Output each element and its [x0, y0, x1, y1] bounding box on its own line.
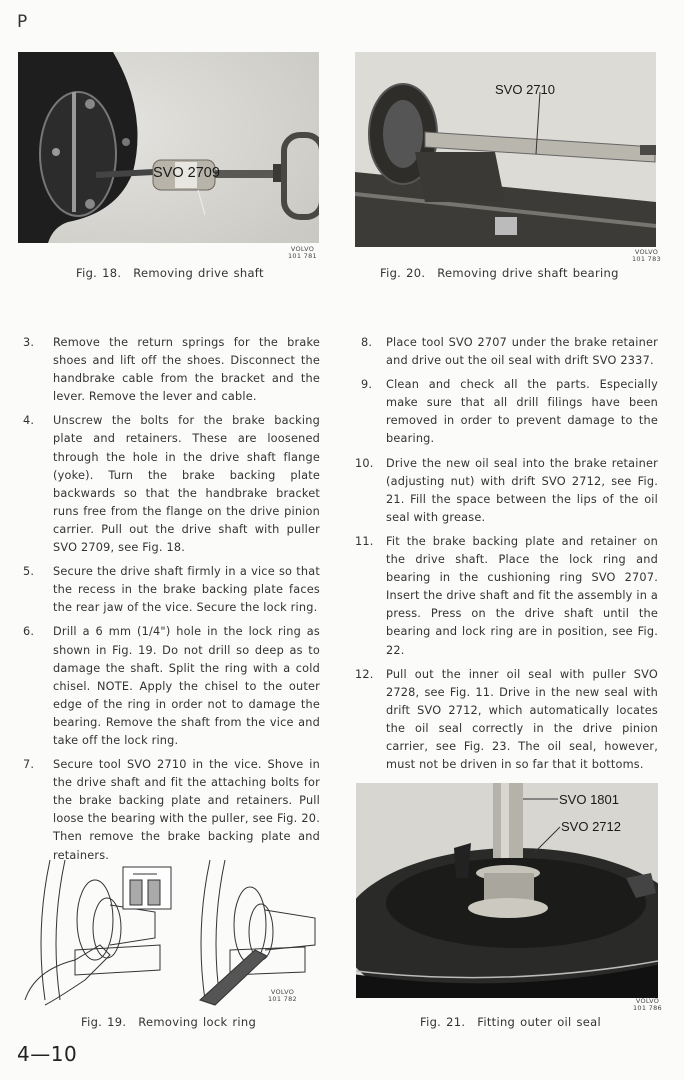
- fig20-callout-svo2710: SVO 2710: [495, 82, 555, 97]
- step-number: 3.: [23, 336, 35, 349]
- step-text: Clean and check all the parts. Especially make sure that all drill filings have been removed in order to prevent damage to the bearing.: [386, 378, 658, 446]
- step-number: 12.: [355, 667, 374, 681]
- step-item: [23, 756, 320, 865]
- step-item: [355, 376, 658, 448]
- steps-right-column: [355, 334, 658, 780]
- ref-code: 101 783: [632, 255, 661, 263]
- fig21-ref: [633, 998, 662, 1012]
- fig-title: Fitting outer oil seal: [477, 1015, 601, 1029]
- step-number: 8.: [361, 336, 373, 349]
- steps-left-column: [23, 334, 320, 871]
- fig18-ref: [288, 246, 317, 260]
- step-text: Secure the drive shaft firmly in a vice so that the recess in the brake backing plate faces the rear jaw of the vice. Secure the lock ring.: [53, 565, 320, 615]
- step-item: [355, 455, 658, 527]
- drive-shaft-puller-illustration: [18, 52, 319, 243]
- page-number: 4—10: [17, 1042, 78, 1066]
- ref-brand: VOLVO: [270, 988, 295, 996]
- lock-ring-drill-chisel-illustration: [15, 850, 320, 1010]
- fig21-callout-svo2712: SVO 2712: [561, 819, 621, 834]
- fig-number: Fig. 21.: [420, 1015, 466, 1029]
- step-item: [355, 666, 658, 775]
- step-text: Pull out the inner oil seal with puller SVO 2728, see Fig. 11. Drive in the new seal with drift SVO 2712, which automatically locates the oil seal correctly in the drive pinion carrier, see Fig. 23. The oil seal, however, must not be driven in so far that it bottoms.: [386, 667, 658, 772]
- ref-brand: VOLVO: [635, 997, 660, 1005]
- step-item: [23, 623, 320, 750]
- step-text: Remove the return springs for the brake shoes and lift off the shoes. Disconnect the handbrake cable from the bracket and the lever. Remove the lever and cable.: [53, 336, 320, 404]
- step-text: Drill a 6 mm (1/4") hole in the lock ring as shown in Fig. 19. Do not drill so deep as to damage the shaft. Split the ring with a cold chisel. NOTE. Apply the chisel to the outer edge of the ring in order not to damage the bearing. Remove the shaft from the vice and take off the lock ring.: [53, 625, 320, 747]
- step-number: 6.: [23, 625, 35, 639]
- ref-code: 101 786: [633, 1004, 662, 1012]
- step-item: [355, 533, 658, 660]
- step-number: 4.: [23, 414, 35, 428]
- step-number: 11.: [355, 534, 374, 548]
- step-item: [23, 412, 320, 557]
- step-item: [23, 563, 320, 617]
- ref-code: 101 781: [288, 252, 317, 260]
- step-number: 5.: [23, 565, 35, 579]
- fig21-callout-svo1801: SVO 1801: [559, 792, 619, 807]
- ref-code: 101 782: [268, 995, 297, 1003]
- fig-number: Fig. 19.: [81, 1015, 127, 1029]
- fig-number: Fig. 18.: [76, 266, 122, 280]
- step-text: Fit the brake backing plate and retainer on the drive shaft. Place the lock ring and bearing in the cushioning ring SVO 2707. Insert the drive shaft and fit the assembly in a press. Press on the drive shaft until the bearing and lock ring are in position, see Fig. 22.: [386, 534, 658, 657]
- fig-title: Removing lock ring: [138, 1015, 257, 1029]
- step-item: [23, 334, 320, 406]
- step-number: 9.: [361, 378, 373, 392]
- fig18-caption: [76, 266, 264, 280]
- fig20-ref: [632, 249, 661, 263]
- step-text: Drive the new oil seal into the brake retainer (adjusting nut) with drift SVO 2712, see Fig. 21. Fill the space between the lips of the oil seal with grease.: [386, 456, 658, 524]
- fig19-caption: [81, 1015, 256, 1029]
- fig18-callout-svo2709: SVO 2709: [153, 165, 220, 181]
- fig19-drawing: [15, 850, 320, 1010]
- step-text: Place tool SVO 2707 under the brake retainer and drive out the oil seal with drift SVO 2337.: [386, 336, 658, 368]
- step-item: [355, 334, 658, 370]
- fig-title: Removing drive shaft: [133, 266, 264, 280]
- step-text: Secure tool SVO 2710 in the vice. Shove in the drive shaft and fit the attaching bolts for the brake backing plate and retainers. Pull loose the bearing with the puller, see Fig. 20. Then remove the brake backing plate and retainers.: [53, 758, 320, 862]
- fig-number: Fig. 20.: [380, 266, 426, 280]
- ref-brand: VOLVO: [290, 245, 315, 253]
- fig21-caption: [420, 1015, 601, 1029]
- step-text: Unscrew the bolts for the brake backing plate and retainers. These are loosened through the hole in the drive shaft flange (yoke). Turn the brake backing plate backwards so that the handbrake bracket runs free from the flange on the drive pinion carrier. Pull out the drive shaft with puller SVO 2709, see Fig. 18.: [53, 414, 320, 555]
- step-number: 10.: [355, 456, 374, 470]
- fig21-photo: [356, 783, 658, 998]
- fig-title: Removing drive shaft bearing: [437, 266, 619, 280]
- section-letter: P: [17, 12, 28, 32]
- fig18-photo: [18, 52, 319, 243]
- fig20-photo: [355, 52, 656, 247]
- oil-seal-drift-illustration: [356, 783, 658, 998]
- fig19-ref: [268, 989, 297, 1003]
- step-number: 7.: [23, 758, 35, 772]
- fig20-caption: [380, 266, 619, 280]
- ref-brand: VOLVO: [634, 248, 659, 256]
